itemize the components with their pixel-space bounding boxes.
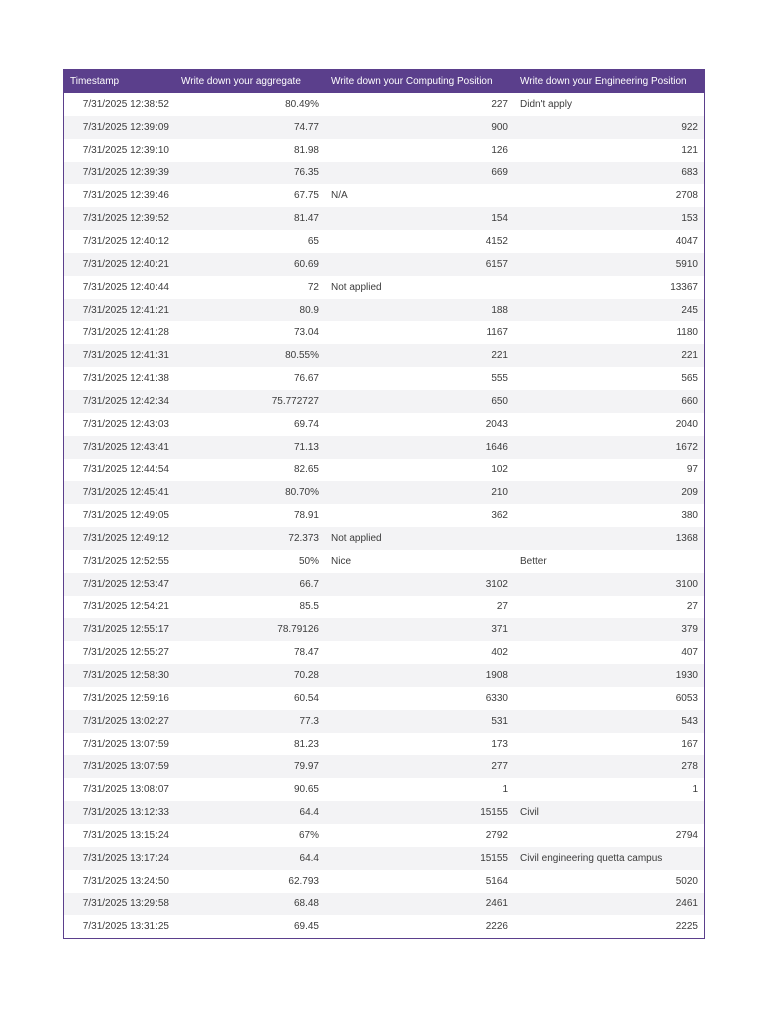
cell-aggregate: 81.47 [175, 207, 325, 230]
cell-engineering-position: 3100 [514, 573, 704, 596]
cell-engineering-position: 683 [514, 162, 704, 185]
cell-aggregate: 62.793 [288, 875, 319, 887]
cell-timestamp: 7/31/2025 12:43:03 [82, 418, 169, 430]
cell-computing-position: 669 [325, 162, 514, 185]
cell-engineering-position: Didn't apply [520, 98, 572, 110]
cell-timestamp: 7/31/2025 13:15:24 [82, 829, 169, 841]
table-body [64, 93, 704, 938]
table-row [64, 573, 704, 596]
cell-timestamp: 7/31/2025 12:38:52 [82, 98, 169, 110]
cell-timestamp: 7/31/2025 13:08:07 [82, 784, 169, 796]
cell-computing-position: 2792 [485, 829, 508, 841]
cell-engineering-position: 4047 [675, 235, 698, 247]
cell-computing-position: 3102 [325, 573, 514, 596]
cell-aggregate: 80.9 [175, 299, 325, 322]
cell-aggregate: 69.45 [293, 921, 319, 933]
cell-computing-position: 1167 [486, 327, 508, 339]
cell-computing-position: 1646 [325, 436, 514, 459]
cell-computing-position: 210 [325, 481, 514, 504]
cell-aggregate: 78.47 [293, 647, 319, 659]
table-row [64, 710, 704, 733]
table-row [64, 824, 704, 847]
cell-aggregate: 60.69 [175, 253, 325, 276]
table-header [64, 70, 704, 93]
cell-aggregate: 72.373 [175, 527, 325, 550]
cell-aggregate: 69.74 [293, 418, 319, 430]
cell-computing-position: 2226 [485, 921, 508, 933]
table-row [64, 116, 704, 139]
header-row [64, 70, 704, 93]
cell-aggregate: 78.79126 [175, 618, 325, 641]
table-row [64, 687, 704, 710]
cell-aggregate: 81.98 [293, 144, 319, 156]
cell-timestamp: 7/31/2025 12:42:34 [64, 390, 175, 413]
table-row [64, 893, 704, 916]
cell-engineering-position: 407 [681, 647, 698, 659]
cell-aggregate: 80.49% [285, 98, 319, 110]
cell-aggregate: 67.75 [293, 190, 319, 202]
table-row [64, 481, 704, 504]
table-row [64, 321, 704, 344]
cell-engineering-position: 5020 [675, 875, 698, 887]
cell-aggregate: 73.04 [293, 327, 319, 339]
table-row [64, 755, 704, 778]
cell-timestamp: 7/31/2025 12:39:10 [82, 144, 169, 156]
cell-computing-position: 277 [325, 755, 514, 778]
cell-engineering-position: 5910 [514, 253, 704, 276]
cell-timestamp: 7/31/2025 12:49:12 [64, 527, 175, 550]
cell-timestamp: 7/31/2025 12:53:47 [64, 573, 175, 596]
cell-timestamp: 7/31/2025 12:40:12 [82, 235, 169, 247]
table-row [64, 664, 704, 687]
cell-aggregate: 60.54 [293, 692, 319, 704]
cell-aggregate: 70.28 [175, 664, 325, 687]
cell-computing-position: 15155 [325, 801, 514, 824]
cell-timestamp: 7/31/2025 12:58:30 [64, 664, 175, 687]
cell-engineering-position: 221 [514, 344, 704, 367]
cell-engineering-position: Civil [514, 801, 704, 824]
cell-engineering-position: 1672 [514, 436, 704, 459]
cell-engineering-position: 13367 [670, 281, 698, 293]
cell-timestamp: 7/31/2025 12:41:38 [82, 373, 169, 385]
cell-aggregate: 76.35 [175, 162, 325, 185]
table-row [64, 93, 704, 116]
cell-computing-position: 6157 [325, 253, 514, 276]
cell-timestamp: 7/31/2025 12:59:16 [82, 692, 169, 704]
cell-computing-position: 15155 [325, 847, 514, 870]
cell-timestamp: 7/31/2025 12:39:46 [82, 190, 169, 202]
cell-timestamp: 7/31/2025 12:41:28 [82, 327, 169, 339]
cell-aggregate: 67% [298, 829, 319, 841]
table-row [64, 413, 704, 436]
cell-timestamp: 7/31/2025 13:02:27 [64, 710, 175, 733]
cell-engineering-position: 121 [681, 144, 698, 156]
cell-engineering-position: 278 [514, 755, 704, 778]
cell-aggregate: 75.772727 [175, 390, 325, 413]
cell-computing-position: Not applied [325, 527, 514, 550]
cell-timestamp: 7/31/2025 12:45:41 [64, 481, 175, 504]
cell-engineering-position: 167 [681, 738, 698, 750]
table-row [64, 550, 704, 573]
cell-computing-position: 2043 [485, 418, 508, 430]
table-row [64, 915, 704, 938]
cell-engineering-position: 2461 [514, 893, 704, 916]
table-row [64, 230, 704, 253]
table-row [64, 344, 704, 367]
cell-aggregate: 80.70% [175, 481, 325, 504]
cell-aggregate: 77.3 [175, 710, 325, 733]
cell-computing-position: 1 [502, 784, 508, 796]
table-row [64, 390, 704, 413]
cell-aggregate: 90.65 [293, 784, 319, 796]
cell-engineering-position: 2708 [675, 190, 698, 202]
cell-computing-position: 1908 [325, 664, 514, 687]
table-row [64, 870, 704, 893]
cell-engineering-position: 1180 [676, 327, 698, 339]
cell-aggregate: 72 [307, 281, 319, 293]
cell-timestamp: 7/31/2025 13:29:58 [64, 893, 175, 916]
cell-engineering-position: 27 [686, 601, 698, 613]
cell-computing-position: 6330 [485, 692, 508, 704]
cell-engineering-position: 2225 [675, 921, 698, 933]
cell-engineering-position: 1 [692, 784, 698, 796]
cell-timestamp: 7/31/2025 13:12:33 [64, 801, 175, 824]
cell-aggregate: 50% [298, 555, 319, 567]
cell-computing-position: 221 [325, 344, 514, 367]
cell-engineering-position: 153 [514, 207, 704, 230]
header-computing-position: Write down your Computing Position [325, 70, 514, 93]
cell-timestamp: 7/31/2025 12:43:41 [64, 436, 175, 459]
cell-computing-position: 2461 [325, 893, 514, 916]
cell-aggregate: 66.7 [175, 573, 325, 596]
table-row [64, 733, 704, 756]
cell-computing-position: 402 [491, 647, 508, 659]
table-row [64, 778, 704, 801]
cell-computing-position: 27 [496, 601, 508, 613]
header-aggregate: Write down your aggregate [175, 70, 325, 93]
table-row [64, 504, 704, 527]
cell-engineering-position: 660 [514, 390, 704, 413]
header-timestamp: Timestamp [64, 70, 175, 93]
cell-engineering-position: 209 [514, 481, 704, 504]
cell-computing-position: 900 [325, 116, 514, 139]
cell-engineering-position: 2040 [675, 418, 698, 430]
table-row [64, 801, 704, 824]
cell-computing-position: 188 [325, 299, 514, 322]
cell-computing-position: 126 [491, 144, 508, 156]
cell-engineering-position: 6053 [675, 692, 698, 704]
cell-computing-position: 531 [325, 710, 514, 733]
cell-engineering-position: 2794 [675, 829, 698, 841]
cell-computing-position: 5164 [485, 875, 508, 887]
table-row [64, 847, 704, 870]
cell-timestamp: 7/31/2025 12:49:05 [82, 510, 169, 522]
cell-timestamp: 7/31/2025 12:39:39 [64, 162, 175, 185]
table-row [64, 207, 704, 230]
cell-aggregate: 82.65 [293, 464, 319, 476]
table-row [64, 253, 704, 276]
cell-timestamp: 7/31/2025 13:31:25 [82, 921, 169, 933]
cell-computing-position: 102 [491, 464, 508, 476]
cell-computing-position: Nice [331, 555, 352, 567]
cell-engineering-position: 1368 [514, 527, 704, 550]
cell-computing-position: 154 [325, 207, 514, 230]
cell-timestamp: 7/31/2025 13:07:59 [64, 755, 175, 778]
cell-computing-position: N/A [331, 190, 348, 202]
cell-timestamp: 7/31/2025 13:24:50 [82, 875, 169, 887]
cell-timestamp: 7/31/2025 12:41:21 [64, 299, 175, 322]
cell-aggregate: 76.67 [293, 373, 319, 385]
cell-computing-position: 227 [491, 98, 508, 110]
cell-timestamp: 7/31/2025 12:54:21 [82, 601, 169, 613]
cell-timestamp: 7/31/2025 13:07:59 [82, 738, 169, 750]
table-row [64, 527, 704, 550]
responses-table [64, 70, 704, 938]
cell-engineering-position: 565 [681, 373, 698, 385]
cell-timestamp: 7/31/2025 12:39:52 [64, 207, 175, 230]
cell-timestamp: 7/31/2025 12:55:27 [82, 647, 169, 659]
cell-aggregate: 64.4 [175, 801, 325, 824]
cell-timestamp: 7/31/2025 12:52:55 [82, 555, 169, 567]
table-row [64, 276, 704, 299]
cell-engineering-position: 379 [514, 618, 704, 641]
table-row [64, 459, 704, 482]
cell-engineering-position: 543 [514, 710, 704, 733]
cell-aggregate: 64.4 [175, 847, 325, 870]
cell-computing-position: 362 [491, 510, 508, 522]
table-row [64, 299, 704, 322]
cell-aggregate: 65 [307, 235, 319, 247]
cell-timestamp: 7/31/2025 12:44:54 [82, 464, 169, 476]
cell-timestamp: 7/31/2025 12:39:09 [64, 116, 175, 139]
table-row [64, 139, 704, 162]
cell-computing-position: 650 [325, 390, 514, 413]
cell-timestamp: 7/31/2025 12:55:17 [64, 618, 175, 641]
table-row [64, 367, 704, 390]
cell-computing-position: 173 [491, 738, 508, 750]
cell-engineering-position: 922 [514, 116, 704, 139]
cell-computing-position: 371 [325, 618, 514, 641]
cell-engineering-position: Better [520, 555, 547, 567]
cell-engineering-position: Civil engineering quetta campus [514, 847, 704, 870]
cell-timestamp: 7/31/2025 13:17:24 [64, 847, 175, 870]
cell-aggregate: 85.5 [299, 601, 319, 613]
table-row [64, 436, 704, 459]
cell-aggregate: 79.97 [175, 755, 325, 778]
cell-computing-position: 555 [491, 373, 508, 385]
table-row [64, 162, 704, 185]
cell-aggregate: 78.91 [293, 510, 319, 522]
table-row [64, 641, 704, 664]
cell-aggregate: 80.55% [175, 344, 325, 367]
cell-timestamp: 7/31/2025 12:40:21 [64, 253, 175, 276]
cell-aggregate: 74.77 [175, 116, 325, 139]
cell-engineering-position: 1930 [514, 664, 704, 687]
cell-computing-position: 4152 [485, 235, 508, 247]
table-row [64, 596, 704, 619]
header-engineering-position: Write down your Engineering Position [514, 70, 704, 93]
cell-engineering-position: 380 [681, 510, 698, 522]
table-row [64, 618, 704, 641]
cell-engineering-position: 245 [514, 299, 704, 322]
cell-aggregate: 68.48 [175, 893, 325, 916]
cell-aggregate: 81.23 [293, 738, 319, 750]
cell-timestamp: 7/31/2025 12:41:31 [64, 344, 175, 367]
cell-computing-position: Not applied [331, 281, 382, 293]
cell-engineering-position: 97 [686, 464, 698, 476]
table-row [64, 184, 704, 207]
responses-sheet [63, 69, 705, 939]
cell-aggregate: 71.13 [175, 436, 325, 459]
cell-timestamp: 7/31/2025 12:40:44 [82, 281, 169, 293]
